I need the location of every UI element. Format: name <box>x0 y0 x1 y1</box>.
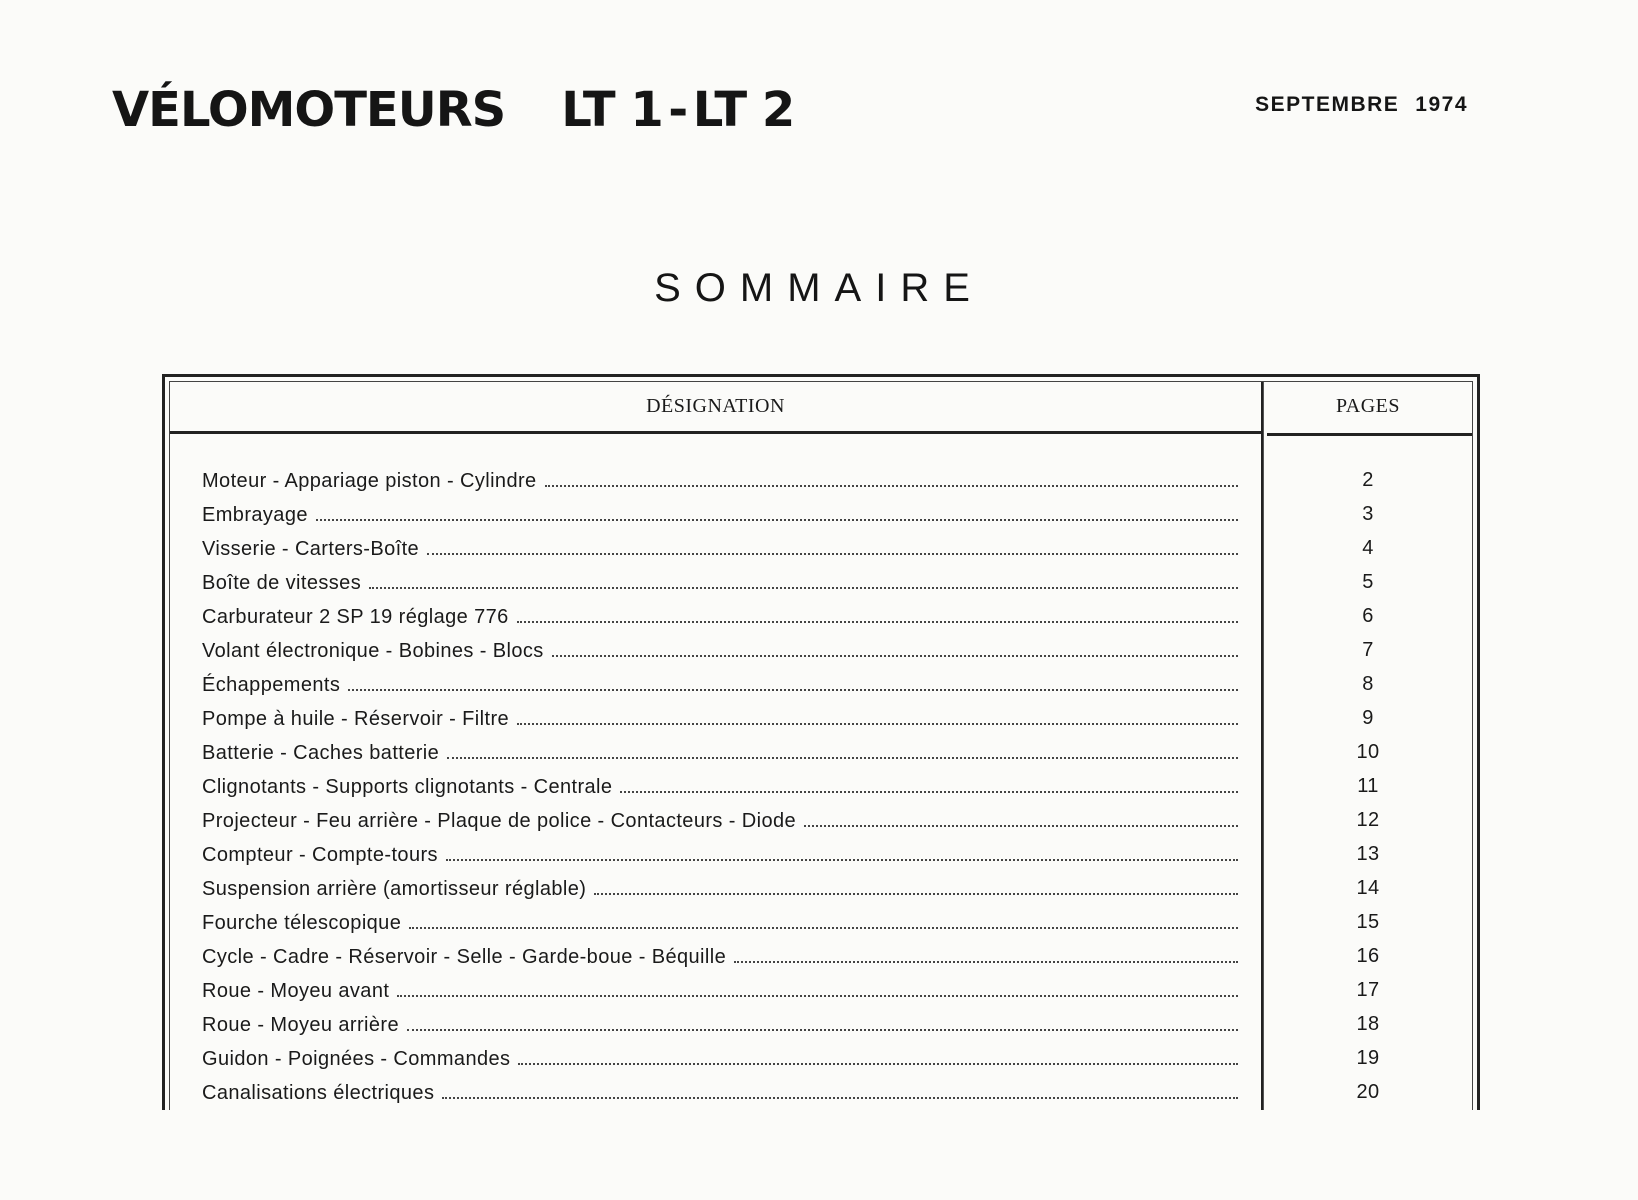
entry-designation: Fourche télescopique <box>202 912 402 934</box>
dot-leader <box>518 1046 1238 1065</box>
entry-designation: Compteur - Compte-tours <box>202 844 438 866</box>
table-row <box>170 978 1472 1012</box>
dot-leader <box>552 638 1238 657</box>
entry-label <box>202 842 1238 867</box>
entry-label <box>202 536 1238 561</box>
table-row <box>170 876 1472 910</box>
entry-designation: Moteur - Appariage piston - Cylindre <box>202 470 537 492</box>
entry-label <box>202 638 1238 663</box>
title-model-2: LT 2 <box>692 82 795 138</box>
entry-page-number: 13 <box>1356 843 1380 865</box>
dot-leader <box>447 740 1238 759</box>
entry-page-number: 2 <box>1362 469 1374 491</box>
entry-label <box>202 1012 1238 1037</box>
table-row <box>170 536 1472 570</box>
title-main: VÉLOMOTEURS <box>112 82 506 138</box>
table-row <box>170 604 1472 638</box>
entry-designation: Visserie - Carters-Boîte <box>202 538 420 560</box>
table-row <box>170 502 1472 536</box>
section-heading: SOMMAIRE <box>654 266 984 310</box>
table-inner-frame <box>169 381 1473 1110</box>
table-row <box>170 638 1472 672</box>
entry-page-number: 17 <box>1356 979 1380 1001</box>
dot-leader <box>369 570 1238 589</box>
entry-label <box>202 740 1238 765</box>
dot-leader <box>594 876 1238 895</box>
entry-label <box>202 910 1238 935</box>
entry-page-number: 20 <box>1356 1081 1380 1103</box>
entry-page-number: 4 <box>1362 537 1374 559</box>
table-row <box>170 808 1472 842</box>
dot-leader <box>427 536 1238 555</box>
dot-leader <box>446 842 1238 861</box>
entry-page-number: 10 <box>1356 741 1380 763</box>
entry-label <box>202 604 1238 629</box>
entry-page-number: 18 <box>1356 1013 1380 1035</box>
dot-leader <box>734 944 1238 963</box>
dot-leader <box>348 672 1238 691</box>
entry-label <box>202 672 1238 697</box>
entry-list <box>170 468 1472 1114</box>
document-date <box>1255 93 1468 117</box>
dot-leader <box>804 808 1238 827</box>
dot-leader <box>397 978 1238 997</box>
entry-designation: Cycle - Cadre - Réservoir - Selle - Garde-boue - Béquille <box>202 946 727 968</box>
dot-leader <box>442 1080 1238 1099</box>
entry-designation: Échappements <box>202 674 341 696</box>
table-row <box>170 842 1472 876</box>
entry-page-number: 15 <box>1356 911 1380 933</box>
table-row <box>170 1046 1472 1080</box>
entry-designation: Carburateur 2 SP 19 réglage 776 <box>202 606 509 628</box>
entry-label <box>202 570 1238 595</box>
entry-designation: Boîte de vitesses <box>202 572 362 594</box>
header-rule-left <box>170 431 1261 434</box>
entry-designation: Canalisations électriques <box>202 1082 435 1104</box>
entry-page-number: 9 <box>1362 707 1374 729</box>
entry-page-number: 19 <box>1356 1047 1380 1069</box>
entry-designation: Pompe à huile - Réservoir - Filtre <box>202 708 510 730</box>
header-rule-right <box>1267 433 1472 436</box>
entry-designation: Roue - Moyeu arrière <box>202 1014 399 1036</box>
entry-label <box>202 978 1238 1003</box>
table-row <box>170 910 1472 944</box>
table-row <box>170 1012 1472 1046</box>
table-row <box>170 570 1472 604</box>
entry-page-number: 12 <box>1356 809 1380 831</box>
dot-leader <box>517 604 1238 623</box>
entry-designation: Projecteur - Feu arrière - Plaque de police - Contacteurs - Diode <box>202 810 797 832</box>
dot-leader <box>620 774 1238 793</box>
entry-page-number: 7 <box>1362 639 1374 661</box>
dot-leader <box>545 468 1238 487</box>
table-row <box>170 944 1472 978</box>
entry-designation: Clignotants - Supports clignotants - Centrale <box>202 776 613 798</box>
entry-designation: Batterie - Caches batterie <box>202 742 440 764</box>
entry-page-number: 5 <box>1362 571 1374 593</box>
table-row <box>170 706 1472 740</box>
entry-label <box>202 876 1238 901</box>
dot-leader <box>407 1012 1238 1031</box>
entry-page-number: 16 <box>1356 945 1380 967</box>
table-row <box>170 774 1472 808</box>
table-row <box>170 1080 1472 1114</box>
entry-label <box>202 1080 1238 1105</box>
entry-label <box>202 1046 1238 1071</box>
title-model-1: LT 1 <box>561 82 663 138</box>
entry-designation: Embrayage <box>202 504 308 526</box>
entry-designation: Suspension arrière (amortisseur réglable) <box>202 878 587 900</box>
table-row <box>170 468 1472 502</box>
entry-page-number: 8 <box>1362 673 1374 695</box>
table-row <box>170 740 1472 774</box>
entry-designation: Guidon - Poignées - Commandes <box>202 1048 511 1070</box>
dot-leader <box>316 502 1238 521</box>
table-of-contents <box>162 374 1480 1110</box>
date-month: SEPTEMBRE <box>1255 93 1400 116</box>
entry-page-number: 11 <box>1357 775 1379 797</box>
entry-label <box>202 808 1238 833</box>
entry-page-number: 3 <box>1362 503 1374 525</box>
dot-leader <box>409 910 1238 929</box>
table-row <box>170 672 1472 706</box>
entry-label <box>202 944 1238 969</box>
entry-label <box>202 706 1238 731</box>
column-header-pages: PAGES <box>1335 395 1400 417</box>
entry-label <box>202 468 1238 493</box>
entry-page-number: 6 <box>1362 605 1374 627</box>
date-year: 1974 <box>1415 93 1468 116</box>
entry-label <box>202 774 1238 799</box>
table-header <box>170 382 1472 432</box>
column-header-designation: DÉSIGNATION <box>646 395 785 417</box>
entry-page-number: 14 <box>1356 877 1380 899</box>
dot-leader <box>517 706 1238 725</box>
document-title <box>112 82 794 138</box>
entry-designation: Volant électronique - Bobines - Blocs <box>202 640 544 662</box>
entry-designation: Roue - Moyeu avant <box>202 980 390 1002</box>
entry-label <box>202 502 1238 527</box>
title-dash: - <box>668 82 688 138</box>
